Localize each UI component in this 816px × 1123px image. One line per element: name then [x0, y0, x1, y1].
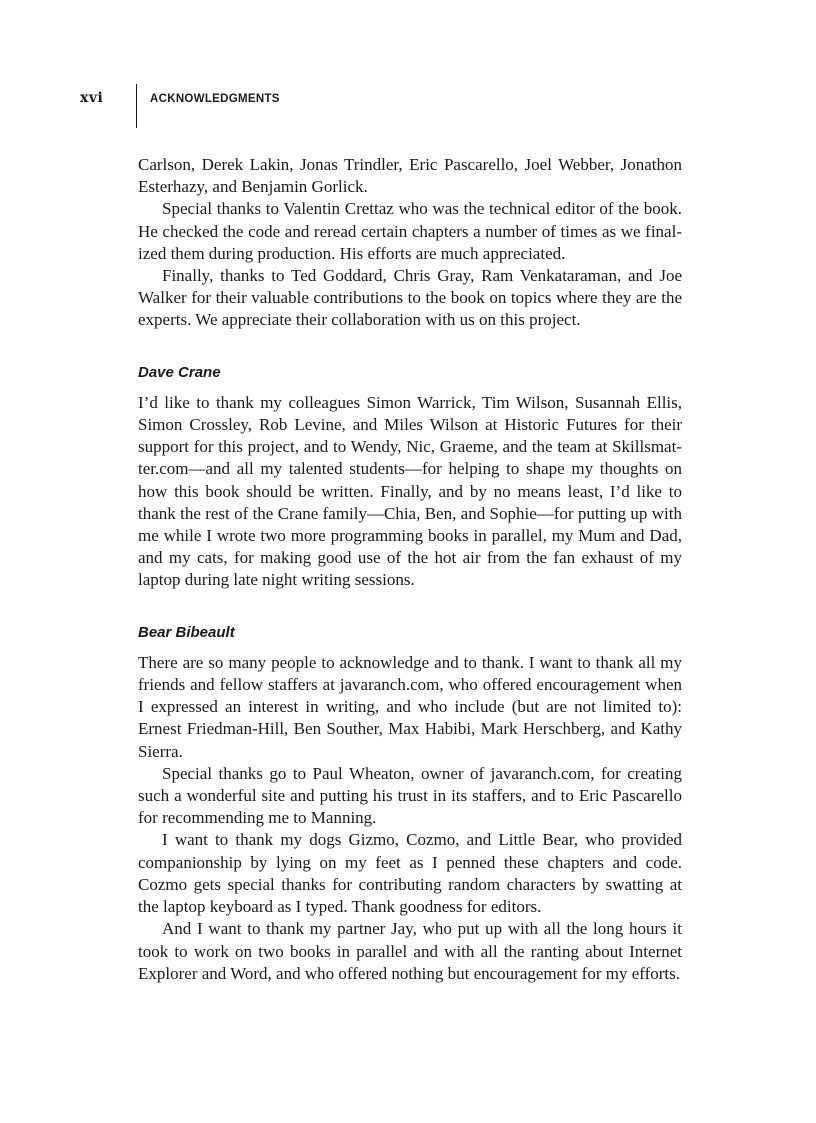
page-body [138, 154, 682, 985]
bear-paragraph-3: I want to thank my dogs Gizmo, Cozmo, and Little Bear, who provided companionship by lying on my feet as I penned these chapters and code. Cozmo gets special thanks for contributing random characters by swatting at the laptop keyboard as I typed. Thank goodness for editors. [138, 830, 682, 917]
bear-paragraph-4: And I want to thank my partner Jay, who put up with all the long hours it took to work on two books in parallel and with all the ranting about Internet Explorer and Word, and who offered nothing but encouragement for my efforts. [138, 919, 682, 983]
bear-paragraph-1: There are so many people to acknowledge and to thank. I want to thank all my friends and fellow staffers at javaranch.com, who offered encouragement when I expressed an interest in writing, and who include (but are not limited to): Ernest Friedman-Hill, Ben Souther, Max Habibi, Mark Herschberg, and Kathy Sierra. [138, 652, 682, 761]
dave-paragraph-1: I’d like to thank my colleagues Simon Warrick, Tim Wilson, Susannah Ellis, Simon Crossley, Rob Levine, and Miles Wilson at Historic Futures for their support for this project, and to Wendy, Nic, Graeme, and the team at Skillsmatter.com—and all my talented students—for helping to shape my thoughts on how this book should be written. Finally, and by no means least, I’d like to thank the rest of the Crane family—Chia, Ben, and Sophie—for putting up with me while I wrote two more programming books in parallel, my Mum and Dad, and my cats, for making good use of the hot air from the fan exhaust of my laptop during late night writing sessions. [138, 392, 682, 590]
page-number: xvi [80, 90, 104, 106]
section-heading-bear-bibeault: Bear Bibeault [138, 623, 235, 641]
intro-paragraph-3: Finally, thanks to Ted Goddard, Chris Gray, Ram Venkataraman, and Joe Walker for their valuable contributions to the book on topics where they are the experts. We appreciate their collaboration with us on this project. [138, 266, 682, 330]
running-head: ACKNOWLEDGMENTS [150, 93, 280, 105]
section-heading-dave-crane: Dave Crane [138, 363, 221, 381]
header-divider [136, 84, 137, 128]
bear-paragraph-2: Special thanks go to Paul Wheaton, owner of javaranch.com, for creating such a wonderful site and putting his trust in its staffers, and to Eric Pascarello for recommending me to Manning. [138, 763, 682, 828]
intro-paragraph-2: Special thanks to Valentin Crettaz who was the technical editor of the book. He checked the code and reread certain chapters a number of times as we finalized them during production. His efforts are much appreciated. [138, 199, 682, 263]
intro-paragraph-1: Carlson, Derek Lakin, Jonas Trindler, Eric Pascarello, Joel Webber, Jonathon Esterhazy, and Benjamin Gorlick. [138, 155, 682, 197]
